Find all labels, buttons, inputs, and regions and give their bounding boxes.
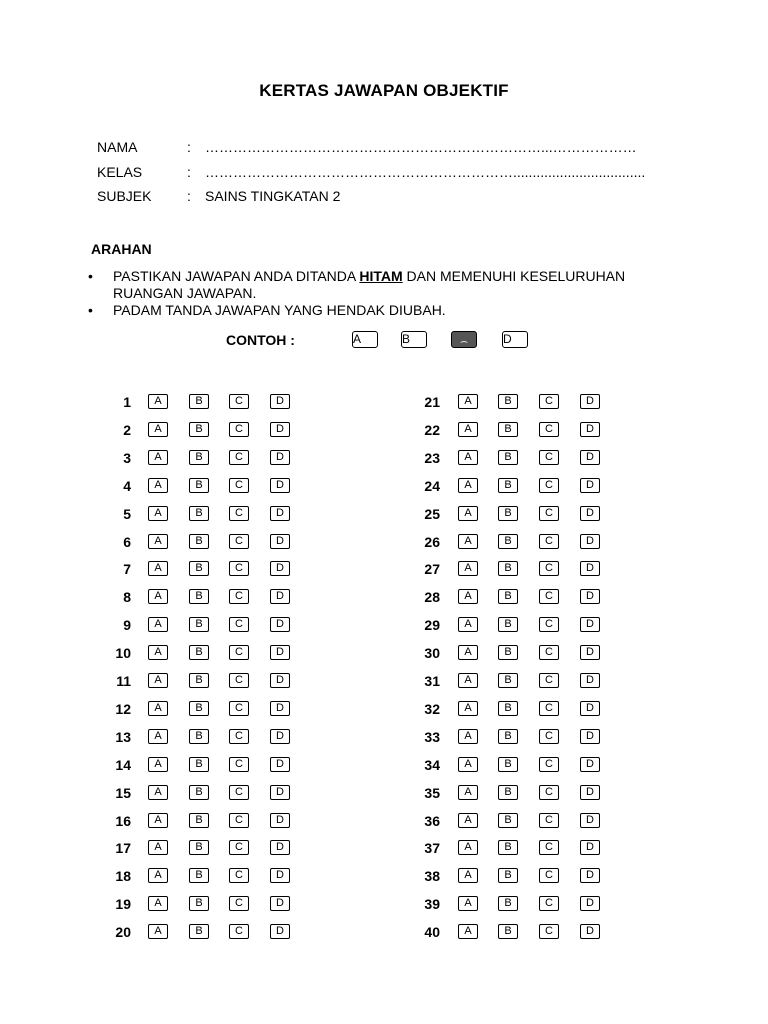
answer-option-c[interactable]: C [229,924,249,939]
answer-option-c[interactable]: C [539,422,559,437]
answer-option-d[interactable]: D [270,422,290,437]
answer-option-b[interactable]: B [189,785,209,800]
answer-option-b[interactable]: B [498,896,518,911]
answer-option-a[interactable]: A [458,589,478,604]
answer-option-a[interactable]: A [458,506,478,521]
answer-option-b[interactable]: B [189,673,209,688]
question-number: 10 [115,645,131,661]
question-number: 18 [115,868,131,884]
answer-option-a[interactable]: A [458,478,478,493]
answer-option-b[interactable]: B [498,840,518,855]
answer-option-b[interactable]: B [498,506,518,521]
page-title: KERTAS JAWAPAN OBJEKTIF [259,81,509,100]
subject-value: SAINS TINGKATAN 2 [205,188,341,204]
answer-option-c[interactable]: C [229,813,249,828]
answer-option-d[interactable]: D [580,896,600,911]
answer-option-a[interactable]: A [148,896,168,911]
answer-option-c[interactable]: C [539,534,559,549]
question-number: 38 [424,868,440,884]
question-number: 13 [115,729,131,745]
answer-option-b[interactable]: B [189,534,209,549]
answer-option-b[interactable]: B [498,394,518,409]
answer-option-d[interactable]: D [580,589,600,604]
question-number: 35 [424,785,440,801]
example-option-d [502,331,528,348]
question-number: 15 [115,785,131,801]
answer-option-d[interactable]: D [580,757,600,772]
instruction-item [88,302,648,319]
answer-option-d[interactable]: D [270,617,290,632]
question-number: 19 [115,896,131,912]
question-number: 27 [424,561,440,577]
question-number: 12 [115,701,131,717]
field-colon: : [187,188,191,204]
answer-option-d[interactable]: D [580,478,600,493]
answer-option-a[interactable]: A [148,422,168,437]
question-number: 4 [123,478,131,494]
answer-option-a[interactable]: A [458,561,478,576]
question-number: 25 [424,506,440,522]
answer-option-c[interactable]: C [539,561,559,576]
answer-option-b[interactable]: B [498,534,518,549]
answer-option-b[interactable]: B [189,394,209,409]
answer-option-a[interactable]: A [458,450,478,465]
question-number: 33 [424,729,440,745]
answer-option-b[interactable]: B [189,450,209,465]
instruction-text: PADAM TANDA JAWAPAN YANG HENDAK DIUBAH. [113,302,446,318]
answer-option-c[interactable]: C [539,813,559,828]
answer-option-b[interactable]: B [498,561,518,576]
answer-option-d[interactable]: D [580,450,600,465]
answer-option-d[interactable]: D [580,813,600,828]
answer-option-a[interactable]: A [458,813,478,828]
answer-option-d[interactable]: D [270,813,290,828]
answer-option-a[interactable]: A [148,506,168,521]
answer-option-c[interactable]: C [229,589,249,604]
answer-option-c[interactable]: C [539,589,559,604]
answer-option-b[interactable]: B [189,896,209,911]
answer-option-b[interactable]: B [498,813,518,828]
answer-option-a[interactable]: A [148,757,168,772]
answer-option-d[interactable]: D [580,673,600,688]
question-number: 32 [424,701,440,717]
answer-option-a[interactable]: A [148,840,168,855]
answer-option-b[interactable]: B [498,673,518,688]
answer-option-a[interactable]: A [148,785,168,800]
example-letter: B [402,332,411,346]
question-number: 14 [115,757,131,773]
field-colon: : [187,139,191,155]
answer-option-c[interactable]: C [229,534,249,549]
answer-option-c[interactable]: C [229,645,249,660]
question-number: 11 [116,673,131,689]
answer-option-d[interactable]: D [580,840,600,855]
answer-option-c[interactable]: C [229,478,249,493]
example-label: CONTOH : [226,332,295,348]
answer-option-b[interactable]: B [498,729,518,744]
answer-option-c[interactable]: C [229,394,249,409]
instruction-item [88,268,648,302]
answer-option-d[interactable]: D [580,785,600,800]
answer-option-d[interactable]: D [580,868,600,883]
instruction-text: PASTIKAN JAWAPAN ANDA DITANDA [113,268,360,284]
answer-option-c[interactable]: C [539,785,559,800]
instructions-heading: ARAHAN [91,241,152,257]
question-number: 28 [424,589,440,605]
answer-option-c[interactable]: C [539,673,559,688]
answer-option-c[interactable]: C [539,506,559,521]
answer-option-b[interactable]: B [189,868,209,883]
instructions-list [88,268,648,319]
question-number: 7 [123,561,131,577]
answer-option-d[interactable]: D [270,757,290,772]
answer-option-c[interactable]: C [539,868,559,883]
question-number: 24 [424,478,440,494]
answer-option-d[interactable]: D [580,924,600,939]
question-number: 8 [123,589,131,605]
answer-option-d[interactable]: D [270,868,290,883]
answer-option-c[interactable]: C [539,729,559,744]
answer-option-a[interactable]: A [148,673,168,688]
answer-option-d[interactable]: D [580,561,600,576]
question-number: 40 [424,924,440,940]
answer-option-a[interactable]: A [458,896,478,911]
answer-option-a[interactable]: A [458,840,478,855]
answer-option-d[interactable]: D [580,394,600,409]
answer-option-b[interactable]: B [498,617,518,632]
answer-option-a[interactable]: A [458,868,478,883]
answer-option-c[interactable]: C [229,729,249,744]
answer-option-a[interactable]: A [458,757,478,772]
answer-option-b[interactable]: B [498,701,518,716]
answer-option-b[interactable]: B [189,561,209,576]
name-input-line[interactable]: ………………………………………………………………...……………… [205,139,637,155]
question-number: 17 [115,840,131,856]
answer-option-b[interactable]: B [498,785,518,800]
answer-option-d[interactable]: D [270,645,290,660]
answer-option-b[interactable]: B [498,868,518,883]
question-number: 34 [424,757,440,773]
instruction-emphasis: HITAM [359,268,403,284]
answer-option-a[interactable]: A [458,394,478,409]
answer-option-d[interactable]: D [270,785,290,800]
question-number: 30 [424,645,440,661]
example-option-c-filled [451,331,477,348]
answer-option-d[interactable]: D [270,673,290,688]
answer-option-a[interactable]: A [148,924,168,939]
example-letter: D [503,332,512,346]
field-label: SUBJEK [97,188,152,204]
answer-option-d[interactable]: D [270,729,290,744]
answer-option-b[interactable]: B [498,478,518,493]
answer-option-c[interactable]: C [229,868,249,883]
answer-option-a[interactable]: A [148,478,168,493]
answer-option-b[interactable]: B [189,757,209,772]
answer-option-d[interactable]: D [270,589,290,604]
answer-option-b[interactable]: B [189,506,209,521]
answer-option-d[interactable]: D [270,506,290,521]
answer-option-d[interactable]: D [270,840,290,855]
answer-option-b[interactable]: B [189,478,209,493]
answer-option-b[interactable]: B [498,757,518,772]
instruction-text: DAN MEMENUHI KESELURUHAN RUANGAN JAWAPAN. [113,268,626,301]
answer-option-b[interactable]: B [498,450,518,465]
answer-option-b[interactable]: B [498,645,518,660]
answer-option-a[interactable]: A [458,924,478,939]
answer-option-c[interactable]: C [539,478,559,493]
question-number: 1 [123,394,131,410]
answer-option-a[interactable]: A [148,868,168,883]
answer-option-d[interactable]: D [580,506,600,521]
answer-option-b[interactable]: B [498,924,518,939]
question-number: 22 [424,422,440,438]
answer-option-a[interactable]: A [148,617,168,632]
question-number: 16 [115,813,131,829]
question-number: 29 [424,617,440,633]
answer-option-c[interactable]: C [229,785,249,800]
answer-option-a[interactable]: A [148,701,168,716]
answer-option-b[interactable]: B [189,840,209,855]
answer-option-b[interactable]: B [189,422,209,437]
question-number: 26 [424,534,440,550]
answer-option-c[interactable]: C [539,896,559,911]
question-number: 6 [123,534,131,550]
question-number: 9 [123,617,131,633]
answer-option-c[interactable]: C [229,422,249,437]
answer-option-a[interactable]: A [148,729,168,744]
bullet-icon: • [88,302,93,318]
answer-option-c[interactable]: C [229,450,249,465]
answer-option-a[interactable]: A [148,589,168,604]
field-colon: : [187,164,191,180]
answer-option-d[interactable]: D [270,701,290,716]
answer-option-c[interactable]: C [539,645,559,660]
answer-option-c[interactable]: C [229,673,249,688]
question-number: 5 [123,506,131,522]
answer-option-c[interactable]: C [229,617,249,632]
answer-option-b[interactable]: B [189,924,209,939]
answer-option-a[interactable]: A [458,617,478,632]
answer-option-a[interactable]: A [148,394,168,409]
answer-option-b[interactable]: B [189,617,209,632]
answer-option-d[interactable]: D [270,534,290,549]
answer-option-a[interactable]: A [458,645,478,660]
answer-option-a[interactable]: A [148,450,168,465]
answer-option-b[interactable]: B [189,729,209,744]
example-option-a [352,331,378,348]
answer-option-c[interactable]: C [539,924,559,939]
answer-option-c[interactable]: C [539,450,559,465]
bullet-icon: • [88,268,93,284]
answer-option-a[interactable]: A [148,561,168,576]
question-number: 23 [424,450,440,466]
answer-option-c[interactable]: C [229,506,249,521]
answer-option-a[interactable]: A [148,813,168,828]
field-label: NAMA [97,139,138,155]
question-number: 2 [123,422,131,438]
answer-option-a[interactable]: A [148,645,168,660]
answer-option-c[interactable]: C [229,840,249,855]
example-option-b [401,331,427,348]
answer-option-a[interactable]: A [148,534,168,549]
answer-option-c[interactable]: C [539,394,559,409]
answer-option-d[interactable]: D [580,617,600,632]
answer-option-c[interactable]: C [539,617,559,632]
answer-option-d[interactable]: D [580,534,600,549]
answer-option-d[interactable]: D [270,478,290,493]
answer-option-d[interactable]: D [580,701,600,716]
example-letter: A [353,332,362,346]
answer-option-d[interactable]: D [270,924,290,939]
answer-option-a[interactable]: A [458,534,478,549]
answer-option-c[interactable]: C [229,701,249,716]
answer-option-b[interactable]: B [498,589,518,604]
question-number: 39 [424,896,440,912]
answer-option-a[interactable]: A [458,422,478,437]
answer-option-d[interactable]: D [580,645,600,660]
question-number: 36 [424,813,440,829]
answer-option-d[interactable]: D [270,896,290,911]
answer-option-a[interactable]: A [458,701,478,716]
answer-option-a[interactable]: A [458,729,478,744]
answer-option-c[interactable]: C [539,840,559,855]
answer-option-a[interactable]: A [458,785,478,800]
question-number: 3 [123,450,131,466]
answer-option-b[interactable]: B [189,589,209,604]
field-label: KELAS [97,164,143,180]
example-letter: ⌢ [460,334,468,348]
answer-option-b[interactable]: B [498,422,518,437]
question-number: 21 [424,394,440,410]
answer-option-d[interactable]: D [270,561,290,576]
answer-option-d[interactable]: D [580,422,600,437]
answer-option-a[interactable]: A [458,673,478,688]
answer-option-c[interactable]: C [229,757,249,772]
answer-option-b[interactable]: B [189,701,209,716]
question-number: 37 [424,840,440,856]
answer-option-b[interactable]: B [189,813,209,828]
question-number: 31 [424,673,440,689]
answer-option-d[interactable]: D [270,394,290,409]
question-number: 20 [115,924,131,940]
answer-option-c[interactable]: C [539,757,559,772]
class-input-line[interactable]: ………………………………………………………….................................. [205,164,646,180]
answer-option-c[interactable]: C [229,561,249,576]
answer-option-d[interactable]: D [580,729,600,744]
answer-option-b[interactable]: B [189,645,209,660]
answer-option-c[interactable]: C [229,896,249,911]
answer-option-c[interactable]: C [539,701,559,716]
answer-option-d[interactable]: D [270,450,290,465]
